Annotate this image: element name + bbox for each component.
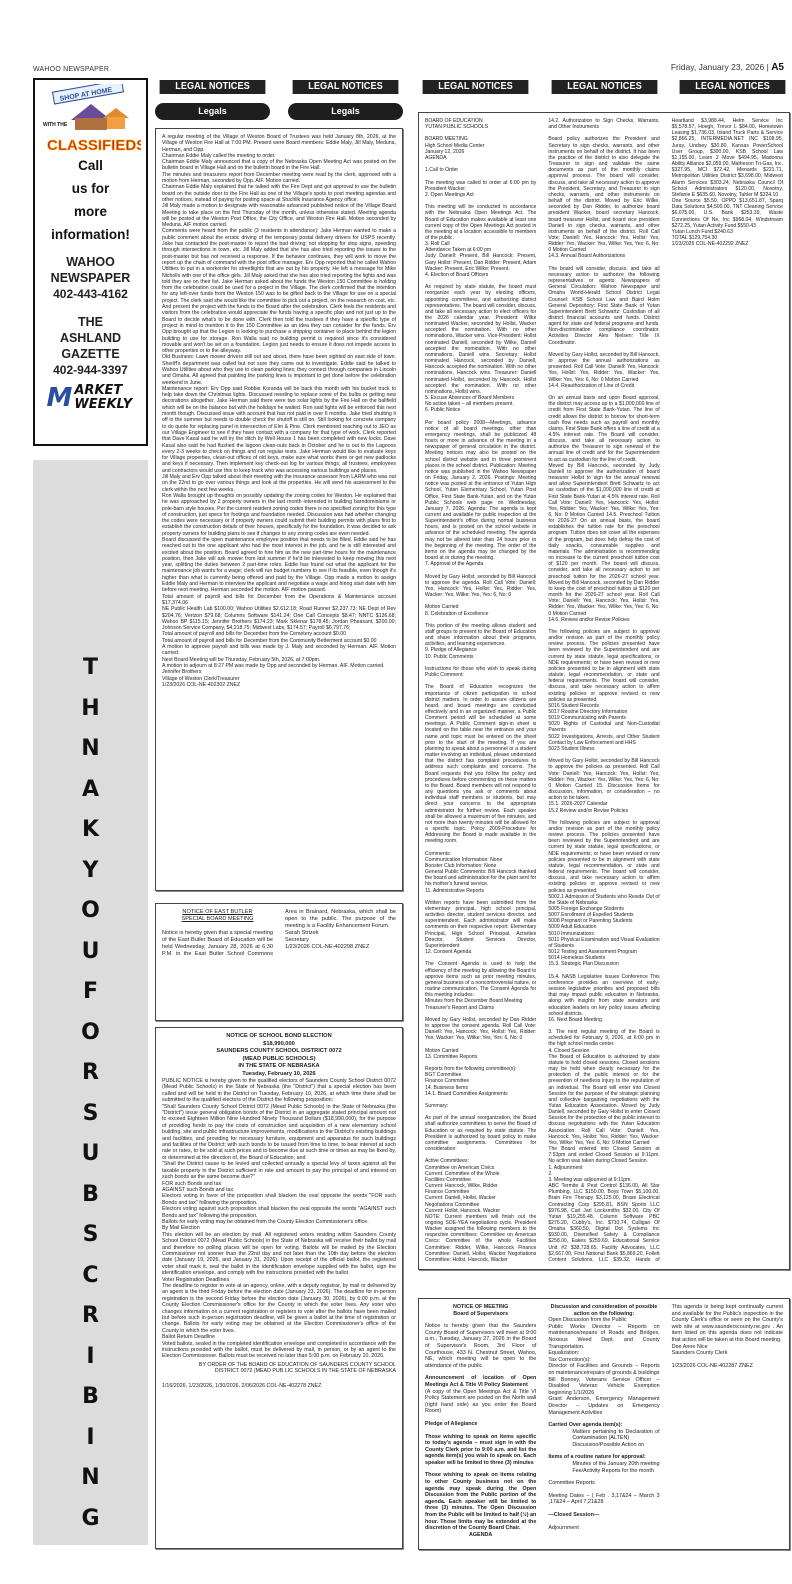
banner-letter: F <box>82 979 99 1004</box>
agenda-item: Discussion/Possible Action on <box>572 1441 644 1448</box>
legals-label: Legals <box>288 103 403 120</box>
notice-paragraph: NE Public Health Lab $100.00; Wahoo Utilities $2,612.18; Road Runner $2,237.73; NE Dept of Rev $204.76; Verizon $79.68; Columns Software $141.24; One Call Concepts $8.47; NNTC $136.68; Wahoo BP $115.15; Jennifer Brothers $174.23; Mark Sklenar $178.45; Jordan Pheasant, $200.00; Johnson Service Company, $4,218.75; Midwest Labs, $174.57; Payroll $6,797.76; <box>162 606 396 632</box>
notice-paragraph: Total amount of payroll and bills for December from the Operations & Maintenance account $17,374.06 <box>162 593 396 606</box>
notice-paragraph: Attendance Taken at 6:00 pm <box>425 247 492 254</box>
notice-paragraph: Facilities Committee <box>425 1176 471 1183</box>
notice-paragraph: 14.2. Authorization to Sign Checks, Warrants, and Other Instruments <box>548 118 660 131</box>
notice-paragraph: Negotiations Committee <box>425 1201 480 1208</box>
legal-notices-header: LEGAL NOTICES <box>552 80 658 94</box>
banner-letter: N <box>81 1465 100 1490</box>
section-title: Announcement of location of Open Meetings Act & Title VI Policy Statement <box>425 1375 537 1388</box>
notice-paragraph: Finance Committee <box>425 1078 470 1085</box>
section-title: Committee Reports <box>548 1480 595 1487</box>
notice-paragraph: Per board policy 2008—Meetings, advance notice of all board meetings, other than emergency meetings, shall be publicized 48 hours or more in advance of the meeting in a newspaper of general circulation in the district. Meeting notices may also be posted on the school district website and in three prominent places in the school district. Publication: Meeting notice was published in the Wahoo Newspaper on Friday, January 2, 2026. Postings: Meeting notice was posted at the entrance of Yutan High School, Yutan Elementary School, Yutan Post Office, First State Bank-Yutan, and on the Yutan Public Schools web page on Wednesday, January 7, 2026. Agenda: The agenda is kept current and available for public inspection at the Superintendent's office during normal business hours, and is posted on the school website in advance of the scheduled meeting. The agenda may not be altered later than 24 hours prior to the beginning of the meeting. The order of the items on the agenda may be changed by the board at or during the meeting. <box>425 419 537 562</box>
notice-paragraph: Yutan Lunch Fund $240.63 <box>671 228 733 235</box>
notice-paragraph: 5010 Immunizations <box>548 930 594 937</box>
weston-minutes-notice <box>155 128 403 891</box>
notice-paragraph: This portion of the meeting allows student and staff groups to present to the Board of Education and share information about their programs, activities, and learning experiences. <box>425 622 537 648</box>
notice-paragraph: Jill Maly made a motion to designate with reasonable advanced published notice of the Village Board Meeting to take place on the first Thursday of the month, unless otherwise stated. Meeting agenda will be posted at the Weston Post Office, the City Office, and Weston Fire Hall. Motion seconded by Meduna. AIF motion carried. <box>162 203 396 229</box>
notice-paragraph: Electors voting against such proposition shall blacken the oval opposite the words "AGAINST such Bonds and tax" following the proposition. <box>162 1206 396 1219</box>
notice-paragraph: AGENDA <box>425 154 447 161</box>
notice-paragraph: Moved by Gary Hollst, seconded by Dan Ridder to approve the consent agenda. Roll Call Vote: Daniell: Yes, Hancock: Yes, Hollst: Yes, Ridder: Yes, Wacker: Yes, Wilke: Yes, Yes: 6, No: 0 <box>425 1016 537 1042</box>
notice-title: SPECIAL BOARD MEETING <box>181 916 254 922</box>
svg-text:SHOP AT HOME: SHOP AT HOME <box>58 86 113 103</box>
legals-label: Legals <box>155 103 270 120</box>
banner-letter: H <box>81 695 100 721</box>
notice-paragraph: 14.4. Reauthorization of Line of Credit <box>548 382 635 389</box>
newspaper-name: WAHOO NEWSPAPER <box>33 66 110 73</box>
notice-paragraph: The Board of Education recognizes the importance of citizen participation in school district matters. In order to assure citizens are heard, and board meetings are conducted effectively and in an organized manner, a Public Comment period will be scheduled at some meetings. A Public Comment sign-in sheet is located on the table near the entrance and your name and topic must be entered on the sheet prior to the start of the meeting. If you are planning to speak about a personnel or a student matter involving an individual, please understand that the district has complaint procedures to address such complaints and concerns. The Board requests that you follow the policy and procedures before commenting on these matters to the Board. Board members will not respond to any questions you ask or comments about individual staff members or students, but may direct your concerns to the appropriate administrator for further review. Each speaker shall be allowed a maximum of five minutes, and not more than twenty minutes will be allowed for a specific topic. Policy 2009-Procedure for Addressing the Board is made available in the meeting room. <box>425 684 537 845</box>
notice-paragraph: NOTE: Current members will finish out the ongoing SOE-YEA negotiations cycle. President Wacker assigned the following members to the respective committees: Committee on American Civics: Committee of the whole Facilities Committee: Ridder, Wilke, Hancock Finance Committee: Daniell, Hollst, Wacker Negotiations Committee: Hollst, Hancock, Wacker <box>425 1213 537 1263</box>
notice-paragraph: The board will consider, discuss, and take all necessary action to authorize the following representatives or agents: Newspapers of General Circulation: Wahoo Newspaper and Omaha World-Herald School District Legal Counsel: KSB School Law and Baird Holm General Depository: First State Bank of Yutan Superintendent Brett Schwartz: Custodian of all district financial accounts and funds. District agent for state and federal programs and funds. Non-discrimination compliance coordinator. Activities Director Alex Nielsen: Title IX Coordinator. <box>548 265 660 346</box>
notice-paragraph: As part of the annual reorganization, the Board shall authorize committees to serve the Board of Education or as required by state statute. The President is authorized by board policy to make committee assignments. Committees for consideration: <box>425 1115 537 1153</box>
notice-paragraph: Comments: <box>425 850 452 857</box>
notice-paragraph: On an annual basis and upon Board approval, the district may access up to a $1,000,000 line of credit from First State Bank-Yutan. The line of credit allows the district to borrow for short-term cash flow needs such as payroll and monthly claims. First State Bank offers a line of credit at a 4.5% interest rate. The Board will consider, discuss, and take all necessary action to authorize the Treasurer to sign renewal of the annual line of credit and for the Superintendent to act as custodian for the line of credit. <box>548 395 660 463</box>
banner-letter: Y <box>82 857 99 883</box>
notice-paragraph: 4. Closed Session <box>548 1047 590 1054</box>
wahoo-name: NEWSPAPER <box>50 271 131 285</box>
ad-line: Call <box>78 158 103 173</box>
notice-paragraph: 5012 Testing and Assessment Program <box>548 949 637 956</box>
notice-paragraph: 2. Open Meetings Act <box>425 191 474 198</box>
notice-title: Tuesday, February 10, 2026 <box>242 1070 316 1077</box>
notice-paragraph: Current: Daniell, Hollst, Wacker <box>425 1195 496 1202</box>
notice-title: SAUNDERS COUNTY SCHOOL DISTRICT 0072 <box>216 1048 342 1054</box>
notice-paragraph: 13. Committee Reports <box>425 1053 478 1060</box>
banner-letter: O <box>81 1019 100 1045</box>
notice-paragraph: A motion to approve payroll and bills was made by J. Maly and seconded by Herman. AIF. Motion carried. <box>162 644 396 657</box>
notice-paragraph: The following policies are subject to approval and/or revision as part of the monthly policy review process. The policies presented have been reviewed by the Superintendent and are current by state statute, legal specifications, or NDE requirements; or have been revised or new policies presented to be in alignment with state statute, legal recommendation, or state and federal requirements. The board will consider, discuss, and take necessary action to affirm existing policies or approve revised or new policies as presented. <box>548 628 660 703</box>
classifieds-ad <box>33 78 148 446</box>
wahoo-name: WAHOO <box>66 255 115 269</box>
notice-paragraph: Communication Information: None <box>425 856 503 863</box>
notice-paragraph: Treasurer's Report and Claims <box>425 1004 495 1011</box>
ad-line: information! <box>51 227 130 242</box>
notice-paragraph: General Public Comments: Bill Hancock thanked the board and administration for the plant sent for his mother's funeral service. <box>425 869 537 888</box>
school-bond-election-notice <box>155 1027 403 1549</box>
banner-letter: O <box>81 898 100 923</box>
notice-paragraph: BOARD OF EDUCATION <box>425 118 483 124</box>
notice-paragraph: Judy Daniell: Present, Bill Hancock: Present, Gary Hollst: Present, Dan Ridder: Present, Adam Wacker: Present, Eric Wilke: Present. <box>425 253 537 272</box>
notice-paragraph: 3. Roll Call <box>425 241 450 248</box>
banner-letter: I <box>86 1343 95 1369</box>
notice-paragraph: 5020 Rights of Custodial and Non-Custodial Parents <box>548 721 660 734</box>
section-title: Carried Over agenda item(s): <box>548 1422 623 1429</box>
agenda-item: Minutes of the January 20th meeting <box>572 1461 660 1468</box>
notice-paragraph: 7. Approval of the Agenda <box>425 561 484 568</box>
gazette-name: ASHLAND <box>59 331 122 345</box>
notice-paragraph: 5007 Enrollment of Expelled Students <box>548 912 634 919</box>
notice-paragraph: Old Business: Lawn mower drivers still out and about, there have been sighted on east side of town. Sheriff's department was called but not sure they came out to investigate. Eddie said he talked to Wahoo Utilities about who they use to clean parking lines; they connect through companies in Lincoln and Omaha. All agreed that painting the parking lines is important to get done before the celebration weekend in June. <box>162 354 396 386</box>
board-of-supervisors-notice <box>418 1298 790 1550</box>
banner-letter: S <box>82 1222 99 1247</box>
notice-paragraph: 3. Meeting was adjourned at 9:11pm. <box>548 1176 632 1183</box>
wahoo-phone: 402-443-4162 <box>53 287 128 301</box>
notice-paragraph: 1.Call to Order <box>425 167 459 174</box>
notice-paragraph: Ron Walla brought up thoughts on possibly updating the zoning codes for Weston. He explained that he was approached by 2 property owners in the last month interested in building barndominiums or pole-barn style houses. Per the current resident zoning codes there is no specified zoning for this type of construction, just specs for footings and foundation needed. Discussion was had whether changing the codes were necessary or if property owners could submit their building permits with plans first to establish the construction details of their houses, specifically for the foundation. It was decided to ask property owners for building plans to see if changes to any zoning codes are even needed. <box>162 492 396 537</box>
notice-body: Those wishing to speak on items specific to today's agenda – must sign in with the County Clerk prior to 9:00 a.m. and list the agenda item(s) you wish to speak on. Each speaker will be limited to three (3) minutes <box>425 1433 537 1466</box>
notice-paragraph: 14. Business Items <box>425 1084 469 1091</box>
notice-paragraph: 15.4. NASB Legislative Issues Conference This conference provides an overview of early-session legislative priorities and proposed bills that may impact public education in Nebraska, along with insights from state senators and education leaders on key policy issues affecting school districts. <box>548 973 660 1017</box>
agenda-item: Open Discussion from the Public <box>548 1317 627 1324</box>
notice-paragraph: Reports from the following committee(s): <box>425 1066 517 1073</box>
notice-footer: This agenda is being kept continually current and available for the Public's inspection in the County Clerk's office or seen on the County's web site at www.saunderscounty.ne.gov . An item listed on this agenda does not indicate that action will be taken at this Board meeting. <box>671 1304 783 1343</box>
notice-code: 1/23/2026 COL-NE-402287 ZNEZ <box>671 1362 753 1369</box>
notice-paragraph: Committee on American Civics <box>425 1164 495 1171</box>
notice-paragraph: High School Media Center <box>425 142 485 149</box>
notice-paragraph: This meeting will be conducted in accordance with the Nebraska Open Meetings Act. The Board of Education makes available at least one current copy of the Open Meetings Act posted in the meeting at a location accessible to members of the public. <box>425 204 537 241</box>
notice-paragraph: 5005 Foreign Exchange Students <box>548 906 624 912</box>
notice-subtitle: Board of Supervisors <box>453 1310 509 1317</box>
notice-paragraph: Jennifer Brothers <box>162 669 202 676</box>
notice-paragraph: 12. Consent Agenda <box>425 949 472 956</box>
notice-paragraph: Moved by Gary Hollst, seconded by Bill Hancock to approve the agenda. Roll Call Vote: Daniell: Yes, Hancock: Yes, Hollst: Yes, Ridder: Yes, Wacker: Yes, Wilke: Yes, Yes: 6, No: 0 <box>425 573 537 599</box>
notice-paragraph: 5016 Student Records <box>548 702 600 709</box>
notice-paragraph: 5019 Communicating with Parents <box>548 715 626 722</box>
legal-notices-header: LEGAL NOTICES <box>680 80 786 94</box>
notice-paragraph: As required by state statute, the board must reorganize each year by electing officers, appointing committees, and authorizing district representatives. The board will consider, discuss, and take all necessary action to elect officers for the 2026 calendar year. President: Wilke nominated Wacker, seconded by Hollst, Wacker accepted the nomination. With no other nominations, Wacker wins. Vice-President: Hollst nominated Daniell, seconded by Wilke, Daniell accepted the nomination. With no other nominations, Daniell wins. Secretary: Hollst nominated Hancock, seconded by Daniell, Hancock accepted the nomination. With no other nominations, Hancock wins. Treasurer: Daniell nominated Hollst, seconded by Hancock. Hollst accepted the nomination. With no other nominations, Hollst wins. <box>425 284 537 395</box>
notice-paragraph: 15.3. Strategic Plan Discussion <box>548 961 619 968</box>
notice-paragraph: AGAINST such Bonds and tax <box>162 1186 234 1193</box>
notice-code: 1/23/2026 COL-NE-402298 ZNEZ <box>285 944 370 950</box>
agenda-item: Tax Correction(s): <box>548 1356 591 1363</box>
notice-paragraph: Moved by Bill Hancock, seconded by Judy Daniell to approve the authorization of board treasurer Hollst to sign for the annual renewal and allow Superintendent Brett Schwartz to act as custodian of the $1,000,000 line of credit at First State Bank-Yutan at 4.5% interest rate. Roll Call Vote: Daniell: Yes, Hancock: Yes, Hollst: Yes, Ridder: Yes, Wacker: Yes, Wilke: Yes, Yes: 6, No: 0 Motion Carried 14.5. Preschool Tuition for 2026-27 On an annual basis, the board establishes the tuition rate for the preschool program. Tuition does not cover all the expenses of the program, but does help defray the cost of daily snacks, consumable supplies and materials. The administration is recommending no increase to the current preschool tuition cost of $120 per month. The board will discuss, consider, and take all necessary action to set preschool tuition for the 2026-27 school year. Moved by Bill Hancock, seconded by Dan Ridder to keep the cost of preschool tuition at $120 per month for the 2026-27 school year. Roll Call Vote: Daniell: Yes, Hancock: Yes, Hollst: Yes, Ridder: Yes, Wacker: Yes, Wilke: Yes, Yes: 6, No: 0 Motion Carried <box>548 462 660 617</box>
notice-paragraph: Moved by Gary Hollst, seconded by Bill Hancock to approve the policies as presented. Roll Call Vote: Daniell: Yes, Hancock: Yes, Hollst: Yes, Ridder: Yes, Wacker: Yes, Wilke: Yes, Yes: 6, No: 0 Motion Carried 15. Discussion Items for discussion, information, or consideration – no action to be taken. <box>548 758 660 802</box>
notice-paragraph: Ballot Return Deadline <box>162 1334 215 1341</box>
east-butler-notice <box>155 903 403 1021</box>
notice-paragraph: 14.1. Board Committee Assignments <box>425 1090 508 1097</box>
notice-paragraph: This election will be an election by mail. All registered voters residing within Saunders County School District 0072 (Mead Public Schools) in the State of Nebraska will receive their ballot by mail and therefore no polling places will be open for voting. Ballots will be mailed by the Election Commissioner not sooner than the 22nd day and not later than the 10th day before the election date (January 19, 2026, and January 31, 2026). Upon receipt of the official ballot, the registered voter shall mark it, seal the ballot in the identification envelope supplied with the ballot, sign the identification envelope, and comply with the instructions provided with the ballot. <box>162 1231 396 1277</box>
notice-paragraph: Chairman Eddie Maly called the meeting to order. <box>162 152 276 159</box>
notice-paragraph: Active Committees: <box>425 1158 469 1165</box>
notice-code: 1/16/2026, 1/23/2026, 1/30/2026, 2/06/2026 COL-NE-402278 ZNEZ <box>162 1382 322 1389</box>
notice-paragraph: Motion Carried <box>425 1047 459 1054</box>
agenda-item: Bill Bonney, Veterans Service Officer – Disabled Veteran Vehicle Exemption beginning 1/1/2026 <box>548 1376 660 1396</box>
page-date <box>671 62 784 73</box>
notice-paragraph: PUBLIC NOTICE is hereby given to the qualified electors of Saunders County School District 0072 (Mead Public Schools) in the State of Nebraska (the "District") that a special election has been called and will be held in the District on Tuesday, February 10, 2026, at which time there shall be submitted to the qualified electors of the District the following proposition: <box>162 1078 396 1104</box>
notice-paragraph: Comments were heard from the public (3 residents in attendance): Jake Herman wanted to make a public comment about the erratic driving of the temporary postal delivery drivers for USPS recently. Jake has contacted the post-master to report the bad driving; not stopping for stop signs, speeding through intersections in town, etc. Jill Maly added that she has also tried reporting the issues to the post-master but has not received a response. If the behavior continues, they will work to move the report up the chain of command with the post office manager. Erv Opp reported that he called Wahoo Utilities to put in a workorder for streetlights that are out by his property. He left a message for Mike Nicholls with one of the office girls. Jill Maly asked that she has also tried reporting the lights and was told they are on their list. Jake Herman asked about the funds the Weston 150 Committee is holding from the celebration could be used for a project in the Village. The clerk confirmed that the intention for any left-over funds from the Weston 150 was to be gifted back to the Village for use on a special project. The clerk said she would like the committee to pick out a project, on the research on cost, etc. And present the project with the funds to the Board after the celebration. Clerk feels the residents and visitors from the celebration would appreciate the funds having a specific plan and not just up to the Board to decide what's to be done with. Clerk then told the trustees if they have a specific type of project in mind to mention it to the 150 Committee as an idea they can consider for the funds. Erv Opp brought up that the Legion is looking to purchase a shipping container to place behind the legion building to use for storage. Ron Walla said no building permit is required since it's considered movable and won't be set on a foundation. Legion just needs to ensure it does not impede access to other properties or to the alleyway. <box>162 228 396 355</box>
notice-paragraph: 5022 Investigations, Arrests, and Other Student Contact by Law Enforcement and HHS <box>548 733 660 746</box>
notice-paragraph: 5009 Adult Education <box>548 924 597 931</box>
section-title: Items of a routine nature for approval: <box>548 1454 646 1461</box>
notice-paragraph: Summary: <box>425 1103 449 1109</box>
notice-paragraph: 1. Adjournment <box>548 1164 583 1171</box>
notice-paragraph: Chairman Eddie Maly explained that he talked with the Fire Dept and got approval to use the bulletin board on the outside door to the Fire Hall as one of the Village's spots to post meeting agendas and other notices, instead of paying for posting space at Stuchlik Insurance Agency office. <box>162 184 396 203</box>
svg-text:CLASSIFIEDS: CLASSIFIEDS <box>46 137 141 154</box>
banner-letter: S <box>82 1100 99 1126</box>
notice-paragraph: By Mail Election <box>162 1225 200 1232</box>
banner-letter: I <box>86 1424 95 1450</box>
agenda-item: Director of Facilities and Grounds – Reports on maintenance/repairs of grounds & buildings <box>548 1363 660 1376</box>
legal-notices-header: LEGAL NOTICES <box>423 80 529 94</box>
notice-paragraph: Motion Carried <box>425 604 459 611</box>
section-title: Pledge of Allegiance <box>425 1420 478 1427</box>
notice-paragraph: Total amount of payroll and bills for December from the Cemetery account $0.00 <box>162 631 346 638</box>
notice-paragraph: "Shall Saunders County School District 0072 (Mead Public Schools) in the State of Nebraska (the "District") issue general obligation bonds of the District in an aggregate stated principal amount not to exceed Eighteen Million Nine Hundred Ninety Thousand Dollars ($18,990,000), for the purpose of providing funds to pay the costs of construction and acquisition of a new elementary school building, site and public infrastructure improvements, modifications to the District's existing buildings and facilities, and providing for necessary furniture, equipment and apparatus for such buildings and facilities of the District; with such bonds to be issued from time to time, to bear interest at such rate or rates, to be sold at such prices and to become due at such time or times as may be fixed by, or determined at the direction of, the Board of Education; and <box>162 1103 396 1161</box>
yutan-board-minutes-notice <box>418 112 790 1270</box>
agenda-item: Grant Anderson, Emergency Management Director – Updates on Emergency Management Activities <box>548 1396 660 1416</box>
notice-title: NOTICE OF SCHOOL BOND ELECTION <box>226 1033 332 1039</box>
notice-paragraph: Electors voting in favor of the proposition shall blacken the oval opposite the words "FOR such Bonds and tax" following the proposition. <box>162 1193 396 1206</box>
thank-you-banner <box>33 460 148 1545</box>
banner-letter: C <box>82 1262 99 1288</box>
notice-paragraph: The Consent Agenda is used to help the efficiency of the meeting by allowing the Board to approve items such as prior meeting minutes, general business of a noncontroversial nature, or routine communication. The Consent Agenda for this meeting includes: <box>425 961 537 999</box>
gazette-name: THE <box>78 315 103 329</box>
banner-letter: A <box>81 776 100 802</box>
notice-paragraph: January 12, 2026 <box>425 148 465 155</box>
notice-paragraph: Board discussed the open maintenance employee position that needs to be filled. Eddie said he has reached out to the one applicant who had the most interest in the job, and he is still interested and excited about the position. Board agreed to hire him as the new part-time hours for the maintenance position, then Jake will ask mower from last summer if he'd be interested to keep mowing this next year, splitting the duties between 2 part-time roles. Eddie has found out what the applicant for the maintenance job wants for a wage; clerk will run budget numbers to see if its feasible, even though it's higher than what is currently being offered and paid by the Village. Opp made a motion to assign Eddie Maly and Herman to interview the applicant and negotiate a wage and hiring start date with him before next meeting. Herman seconded the motion. AIF motion passed. <box>162 537 396 594</box>
notice-paragraph: Written reports have been submitted from the elementary principal, high school principal, activities director, student services director, and superintendent. Each administrator will make comments on their respective report: Elementary Principal, High School Principal, Activities Director, Student Services Director, Superintendent <box>425 899 537 949</box>
notice-paragraph: 5. Excuse Absences of Board Members <box>425 395 515 402</box>
closed-session: —Closed Session— <box>548 1512 600 1519</box>
notice-paragraph: 9. Pledge of Allegiance <box>425 647 477 654</box>
notice-paragraph: ABC Termite & Pest Control $136.00, All Star Plumbing, LLC $150.00, Boys Town $5,100.00, Brain Fire Therapy $3,125.00, Brase Electrical Contracting Corp $295.81, BSN Sports LLC $976.98, Carl Jarl Locksmiths $32.00, City Of Yutan $19,255.48, Column Software PBC $276.20, Cubby's, Inc. $710.74, Culligan Of Omaha $360.50, Digital Dot Systems Inc $930.00, Diversified Safety & Compliance $258.00, Eakes $259.69, Educational Service Unit #2 $38,728.65, Facility Advocates, LLC $2,667.00, First National Bank $5,869.20, Follett Content Solutions, LLC $39.32, Hands of Heartland $3,988.44, Helm Service Inc $5,578.57, Hoegh, Trevor L $84.00, Hometown Leasing $1,736.03, Inland Truck Parts & Service $2,866.25, INTERMEDIA.NET INC $108.95, Juray, Lindsey $30.80, Kansas PowerSchool User Group, $300.00, KSB School Law $1,155.00, Learn 2 Move $494.95, Madonna Ability Alliance $2,059.00, Matheson Tri-Gas, Inc. $327.95, MCI $72.42, Menards $221.71, Metropolitan Utilities District $3,698.00, Midwest Alarm Services $303.24, Nebraska Council Of School Administrators $120.00, Novotny, Stefanie E $635.60, Novotny, Tahler M $324.10 <box>548 118 783 1263</box>
notice-paragraph: The Board of Education is authorized by state statute to hold closed sessions. Closed sessions may be held when clearly necessary for the protection of the public interest or for the prevention of needless injury to the reputation of an individual. The Board will enter into Closed Session for the purpose of the strategic planning and collective bargaining negotiations with the Yutan Education Association. Moved by Judy Daniell, seconded by Gary Hollst to enter Closed Session for the protection of the public interest to discuss negotiations with the Yutan Education Association. Roll Call Vote: Daniell: Yes, Hancock: Yes, Hollst: Yes, Ridder: Yes, Wacker: Yes, Wilke: Yes, Yes: 6, No: 0 Motion Carried <box>548 1053 660 1146</box>
notice-paragraph: 15.1. 2026-2027 Calendar <box>548 801 608 808</box>
notice-paragraph: "Shall the District cause to be levied and collected annually a special levy of taxes against all the taxable property in the District sufficient in rate and amount to pay the principal of and interest on such bonds as the same become due?" <box>162 1161 396 1181</box>
banner-letter: N <box>81 736 100 761</box>
notice-paragraph: 5011 Physical Examination and Visual Evaluation of Students <box>548 936 660 949</box>
market-weekly-logo: MARKET WEEKLY <box>46 383 133 413</box>
notice-paragraph: 4. Election of Board Officers <box>425 271 489 278</box>
notice-paragraph: BOARD MEETING <box>425 136 468 143</box>
notice-paragraph: The Board entered into Closed Session at 7:53pm and exited Closed Session at 9:11pm. No action was taken during Closed Session. <box>548 1146 660 1165</box>
adjournment: Adjournment <box>548 1524 579 1531</box>
notice-paragraph: TOTAL $129,754.30 <box>671 234 718 241</box>
notice-paragraph: Moved by Gary Hollst, seconded by Bill Hancock, to approve the annual authorizations as presented. Roll Call Vote: Daniell: Yes, Hancock: Yes, Hollst: Yes, Ridder: Yes, Wacker: Yes, Wilke: Yes, Yes: 6, No: 0 Motion Carried <box>548 351 660 383</box>
notice-body: (A copy of the Open Meetings Act & Title VI Policy Statement are posted on the North wall (right hand side) as you enter the Board Room) <box>425 1388 537 1415</box>
notice-body: Notice is hereby given that a special meeting of the East Butler Board of Education will be held Wednesday, January 28, 2026 at 6:30 P.M. in the East Butler School Commons Area in Brainard, Nebraska, which shall be open to the public. The purpose of the meeting is a Facility Enhancement Forum. <box>162 909 396 957</box>
banner-letter: U <box>81 938 100 964</box>
notice-paragraph: Current: Hollst, Hancock, Wacker <box>425 1207 501 1214</box>
agenda-title: AGENDA <box>468 1531 493 1538</box>
meeting-dates: Meeting Dates – ( Feb . 3,17&24 – March 3 ,17&24 – April 7,21&28 <box>548 1492 660 1506</box>
notice-paragraph: Voter Registration Deadlines <box>162 1276 230 1283</box>
notice-paragraph: One Source $5.50, OPPD $13,651.87, Sparq Data Solutions $4,500.00, TNT Cleaning Service $6,075.00, U.S. Bank $253.39, Waste Connections Of Ne, Inc $968.04, Windstream $272.25, Yutan Activity Fund $550.43 <box>671 198 783 229</box>
notice-paragraph: 14.3. Annual Board Authorizations <box>548 253 626 260</box>
notice-paragraph: 2. <box>548 1170 553 1177</box>
banner-letter: B <box>82 1384 99 1409</box>
page-number: A5 <box>771 62 784 73</box>
notice-paragraph: Next Board Meeting will be Thursday, February 5th, 2026, at 7:00pm. <box>162 656 321 663</box>
notice-order: BY ORDER OF THE BOARD OF EDUCATION OF SAUNDERS COUNTY SCHOOL DISTRICT 0072 (MEAD PUB LIC SCHOOLS IN THE STATE OF NEBRASKA <box>198 1361 396 1375</box>
legal-notices-header: LEGAL NOTICES <box>160 80 266 94</box>
notice-paragraph: 11. Administrative Reports <box>425 887 485 894</box>
notice-title: (MEAD PUBLIC SCHOOLS) <box>242 1055 316 1062</box>
notice-paragraph: Board policy authorizes the President and Secretary to sign checks, warrants, and other instruments on behalf of the district. It has been the practice of the district to also delegate the Treasurer to sign and validate the same documents as part of the monthly claims approval process. The board will consider, discuss, and take all necessary action to approve the President, Secretary, and Treasurer to sign checks, warrants, and other instruments on behalf of the district. Moved by Eric Wilke, seconded by Dan Ridder, to authorize board president Wacker, board secretary Hancock, board treasurer Hollst, and board vice president Daniell to sign checks, warrants, and other instruments on behalf of the district. Roll Call Vote: Daniell: Yes, Hancock: Yes, Hollst: Yes, Ridder: Yes, Wacker: Yes, Wilke: Yes, Yes: 6, No: 0 Motion Carried <box>548 136 660 254</box>
notice-paragraph: A regular meeting of the Village of Weston Board of Trustees was held January 8th, 2026, at the Village of Weston Fire Hall at 7:00 PM. Present were Board members: Eddie Maly, Jill Maly, Meduna, Herman, and Opp. <box>162 134 396 153</box>
agenda-item: Matters pertaining to Declaration of Contamination (ALTEN) <box>572 1428 660 1442</box>
notice-paragraph: Minutes from the December Board Meeting <box>425 998 523 1005</box>
notice-paragraph: 5017 Routine Directory Information <box>548 709 628 715</box>
notice-paragraph: Ballots for early voting may be obtained from the County Election Commissioner's office. <box>162 1218 369 1225</box>
agenda-item: Equalization: <box>548 1350 580 1357</box>
notice-paragraph: BGT Committee <box>425 1072 462 1079</box>
agenda-item: Fee/Activity Reports for the month <box>572 1467 654 1474</box>
banner-letter: G <box>81 1505 100 1531</box>
notice-paragraph: Finance Committee <box>425 1189 470 1196</box>
notice-paragraph: Village of Weston Clerk/Treasurer <box>162 675 240 682</box>
notice-paragraph: Jill Maly and Erv Opp talked about their meeting with the insurance assessor from LARM who was out on the 22nd to go over various things and look at the properties. He will send his assessment to the clerk within the next few weeks. <box>162 474 396 493</box>
signer-role: Saunders County Clerk <box>671 1350 728 1357</box>
banner-letter: R <box>82 1060 99 1085</box>
banner-letter: K <box>81 817 100 842</box>
notice-intro: Notice is hereby given that the Saunders County Board of Supervisors will meet at 9:00 a.m., Tuesday, January 27, 2026 in the Board of Supervisor's Room, 3rd Floor of Courthouse, 433 N. Chestnut Street, Wahoo, NE, which meeting will be open to the attendance of the public. <box>425 1323 537 1369</box>
notice-paragraph: 14.6. Review and/or Revise Policies <box>548 616 630 623</box>
notice-paragraph: Total amount of payroll and bills for December from the Community Betterment account $0.00 <box>162 637 377 644</box>
signer-name: Dee Anne Nice <box>671 1343 708 1350</box>
notice-title: NOTICE OF EAST BUTLER <box>182 909 253 915</box>
notice-paragraph: The minutes and treasurers report from December meeting were read by the clerk, approved with a motion from Herman, seconded by Opp. AIF. Motion carried. <box>162 171 396 185</box>
notice-paragraph: Current: Committee of the Whole <box>425 1170 500 1177</box>
ad-line: more <box>73 204 107 219</box>
notice-paragraph: Current: Hancock, Wilke, Ridder <box>425 1183 498 1190</box>
notice-paragraph: 5014 Homeless Students <box>548 955 606 962</box>
legal-notices-header: LEGAL NOTICES <box>293 80 399 94</box>
notice-title: $18,990,000 <box>263 1040 295 1047</box>
signer-role: Secretary <box>285 937 309 943</box>
notice-paragraph: Instructions for those who wish to speak during Public Comment: <box>425 665 537 679</box>
notice-paragraph: Booster Club Information: None <box>425 862 497 869</box>
notice-paragraph: Chairman Eddie Maly announced that a copy of the Nebraska Open Meeting Act was posted on the bulletin board in Village Hall and on the bulletin board in the Fire Hall. <box>162 159 396 172</box>
notice-paragraph: 6. Public Notice <box>425 407 461 414</box>
notice-paragraph: 5002.1 Admission of Students who Reside Out of the State of Nebraska <box>548 893 660 906</box>
notice-paragraph: The meeting was called to order at 6:00 pm by President Wacker. <box>425 179 537 192</box>
notice-paragraph: YUTAN PUBLIC SCHOOLS <box>425 124 489 131</box>
gazette-phone: 402-944-3397 <box>53 363 128 377</box>
notice-paragraph: 15.2 Review and/or Revise Policies <box>548 807 629 814</box>
banner-letter: T <box>82 655 98 680</box>
notice-paragraph: The deadline to register to vote at an agency, online, with a deputy registrar, by mail or delivered by an agent is the third Friday before the election date (January 23, 2026). The deadline for in-person registration is the second Friday before the election date (January 30, 2026), by 6:00 p.m. at the County Election Commissioner's office for the County in which the voter lives. Any voter who changes information on a current registration or registers to vote after the ballots have been mailed but before such in-person registration deadline, will be given a ballot at the time of registration or change. Ballots for early voting may be obtained at the Election Commissioner's office of the County in which the voter lives. <box>162 1283 396 1334</box>
agenda-subtitle: Discussion and consideration of possible action on the following: <box>550 1304 658 1317</box>
notice-paragraph: The following policies are subject to approval and/or revision as part of the monthly policy review process. The policies presented have been reviewed by the Superintendent and are current by state statute, legal specifications, or NDE requirements; or have been revised or new policies presented to be in alignment with state statute, legal recommendation, or state and federal requirements. The board will consider, discuss, and take necessary action to affirm existing policies or approve revised or new policies as presented. <box>548 819 660 894</box>
notice-paragraph: 5008 Pregnant or Parenting Students <box>548 918 633 925</box>
notice-paragraph: 8. Celebration of Excellence <box>425 610 489 617</box>
notice-paragraph: 3. The next regular meeting of the Board is scheduled for February 9, 2026, at 6:00 pm in the high school media center. <box>548 1029 660 1048</box>
notice-paragraph: Voted ballots, sealed in the completed identification envelope and completed in accordance with the instructions provided with the ballot, must be delivered by mail, in person, or by an agent to the Election Commissioner. Ballots must be received no later than 5:00 p.m. on February 10, 2026. <box>162 1340 396 1360</box>
notice-paragraph: FOR such Bonds and tax <box>162 1180 222 1187</box>
signer-name: Sarah Strizek <box>285 930 319 936</box>
banner-letter: R <box>82 1303 99 1328</box>
notice-paragraph: 16. Next Board Meeting <box>548 1016 602 1023</box>
notice-body: Those wishing to speak on items relating to other County business not on the agenda may speak during the Open Discussion from the Public portion of the agenda. Each speaker will be limited to three (3) minutes. The Open Discussion from the Public will be limited to half (½) an hour. Those limits may be extended at the discretion of the County Board Chair. <box>425 1472 537 1532</box>
notice-paragraph: A motion to adjourn at 8:27 PM was made by Opp and seconded by Herman. AIF. Motion carried. <box>162 662 385 669</box>
svg-text:WITH THE: WITH THE <box>42 122 67 128</box>
notice-title: IN THE STATE OF NEBRASKA <box>238 1063 320 1069</box>
notice-paragraph: 5023 Student Illness <box>548 745 595 752</box>
banner-letter: B <box>82 1181 99 1207</box>
notice-paragraph: 1/23/2026 COL-NE-402302 ZNEZ <box>162 681 241 688</box>
agenda-item: Public Works Director – Reports on maintenance/repairs of Roads and Bridges, Noxious Weed Dept. and County Transportation. <box>548 1323 660 1350</box>
notice-paragraph: 10. Public Comments <box>425 653 474 660</box>
notice-paragraph: 1/23/2026 COL-NE-402292 ZNEZ <box>671 241 749 248</box>
gazette-name: GAZETTE <box>61 347 120 361</box>
date-text: Friday, January 23, 2026 | <box>670 62 769 72</box>
classifieds-logo <box>41 84 141 154</box>
notice-paragraph: Maintenance report: Erv Opp said Robbie Koranda will be back this month with his bucket truck to help take down the Christmas lights. Discussed needing to replace some of the bulbs or getting new decorations altogether. Jake Herman said there were two solar lights by the Fire Hall on the ballfield which will be on the balance but with the holidays he waited. Ron said lights will be enforced this next month though. Discussed issue with account that has not paid in over 6 months. Jake tried shutting it off in the summer but needs to double check the shutoff is still on. Still looking for concrete company to do quote for replacing panel in intersection of Elm & Pine. Clerk mentioned reaching out to JEO as our Village Engineer to see if they have contact with a company for that type of work. Clerk reported that Dave Kasal said he will try the ditch by Well House 1 has been completed with new locks. Dave Kasal also said he had flushed the lagoon clean-outs back in October and he is out to the Lagoons every 2-3 weeks to check on things and run regular tests. Jake Herman would like to evaluate keys for Village properties, clean-out offices of old keys, make sure what works there or get new padlocks and keys if necessary. Then implement key check-out log for various things; all trustees, employees and contractors would use this to keep track who was accessing various buildings and places. <box>162 385 396 474</box>
ad-line: us for <box>71 181 110 196</box>
banner-letter: U <box>81 1141 100 1166</box>
notice-title: NOTICE OF MEETING <box>452 1304 509 1310</box>
notice-paragraph: No action taken – all members present. <box>425 401 514 408</box>
